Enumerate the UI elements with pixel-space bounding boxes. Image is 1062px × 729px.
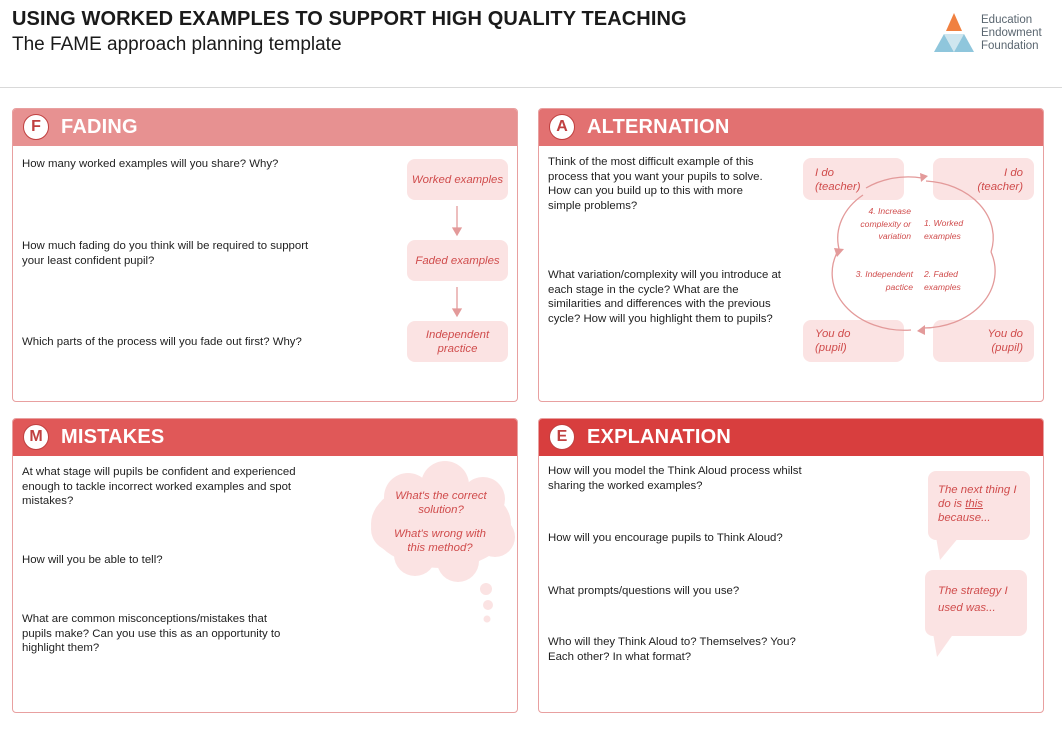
explanation-title: EXPLANATION <box>587 426 732 448</box>
logo-line-1: Education <box>981 14 1033 26</box>
speech-bubble-2-text: The strategy I used was... <box>938 585 1008 614</box>
explanation-question-4: Who will they Think Aloud to? Themselves? You? Each other? In what format? <box>548 636 796 663</box>
thought-line-2: What's wrong with this method? <box>393 528 487 554</box>
fading-header <box>13 109 517 146</box>
alternation-panel <box>538 108 1044 402</box>
logo-line-3: Foundation <box>981 40 1039 52</box>
mistakes-question-2: How will you be able to tell? <box>22 554 163 566</box>
cycle-label-top-left: I do (teacher) <box>815 167 861 193</box>
mistakes-panel <box>12 418 518 713</box>
speech-bubble-1-text: The next thing I do is this because... <box>938 484 1017 524</box>
thought-cloud <box>13 419 518 713</box>
fading-title: FADING <box>61 116 138 138</box>
speech-bubbles <box>539 419 1044 713</box>
eef-logo-text <box>981 14 1042 53</box>
page-title: USING WORKED EXAMPLES TO SUPPORT HIGH QUALITY TEACHING <box>12 8 687 30</box>
fading-arrow-head-1 <box>453 228 461 235</box>
speech-bubble-1-tail <box>936 537 959 560</box>
alternation-letter-badge: A <box>549 114 575 140</box>
mistakes-question-1: At what stage will pupils be confident and experienced enough to tackle incorrect worked examples and spot mistakes? <box>22 466 296 507</box>
cycle-step-4: 4. Increase complexity or variation <box>860 206 911 241</box>
thought-line-1: What's the correct solution? <box>395 490 487 516</box>
speech-bubble-2-tail <box>933 633 954 657</box>
alternation-question-1: Think of the most difficult example of this process that you want your pupils to solve. How can you build up to this with more simple problems? <box>548 156 763 212</box>
cycle-arrowhead-top <box>920 173 928 182</box>
explanation-letter-badge: E <box>549 424 575 450</box>
fading-question-1: How many worked examples will you share? Why? <box>22 158 279 170</box>
alternation-title: ALTERNATION <box>587 116 730 138</box>
mistakes-title: MISTAKES <box>61 426 165 448</box>
fading-letter-badge: F <box>23 114 49 140</box>
mistakes-letter-badge: M <box>23 424 49 450</box>
fading-step-worked-examples: Worked examples <box>407 159 508 200</box>
alternation-header <box>539 109 1043 146</box>
cycle-arrowhead-bottom <box>917 325 925 335</box>
eef-logo <box>932 12 1052 56</box>
alternation-question-2: What variation/complexity will you introduce at each stage in the cycle? What are the similarities and differences with the previous cycle? How will you highlight them to pupils? <box>548 269 781 325</box>
cycle-label-bottom-left: You do (pupil) <box>815 328 851 354</box>
page-subtitle: The FAME approach planning template <box>12 34 342 55</box>
cycle-step-3: 3. Independent pactice <box>855 269 913 292</box>
thought-dot-small <box>484 616 491 623</box>
cycle-step-2: 2. Faded examples <box>924 269 961 292</box>
thought-dot-medium <box>483 600 493 610</box>
explanation-question-3: What prompts/questions will you use? <box>548 585 740 597</box>
explanation-question-2: How will you encourage pupils to Think Aloud? <box>548 532 783 544</box>
explanation-panel <box>538 418 1044 713</box>
fading-question-3: Which parts of the process will you fade out first? Why? <box>22 336 302 348</box>
page-header <box>0 0 1062 88</box>
fading-step-faded-examples: Faded examples <box>407 240 508 281</box>
logo-line-2: Endowment <box>981 27 1042 39</box>
fading-arrow-head-2 <box>453 309 461 316</box>
fading-question-2: How much fading do you think will be required to support your least confident pupil? <box>22 240 309 267</box>
thought-dot-large <box>480 583 492 595</box>
mistakes-question-3: What are common misconceptions/mistakes that pupils make? Can you use this as an opportunity to highlight them? <box>22 613 281 654</box>
cycle-step-1: 1. Worked examples <box>924 218 964 241</box>
fading-panel <box>12 108 518 402</box>
cycle-label-bottom-right: You do (pupil) <box>987 328 1023 354</box>
fading-step-independent-practice: Independent practice <box>407 321 508 362</box>
eef-logo-icon <box>932 12 976 54</box>
cycle-label-top-right: I do (teacher) <box>977 167 1023 193</box>
underlined-word: this <box>965 498 983 510</box>
explanation-question-1: How will you model the Think Aloud process whilst sharing the worked examples? <box>548 465 802 492</box>
cycle-arrowhead-left <box>834 248 844 257</box>
